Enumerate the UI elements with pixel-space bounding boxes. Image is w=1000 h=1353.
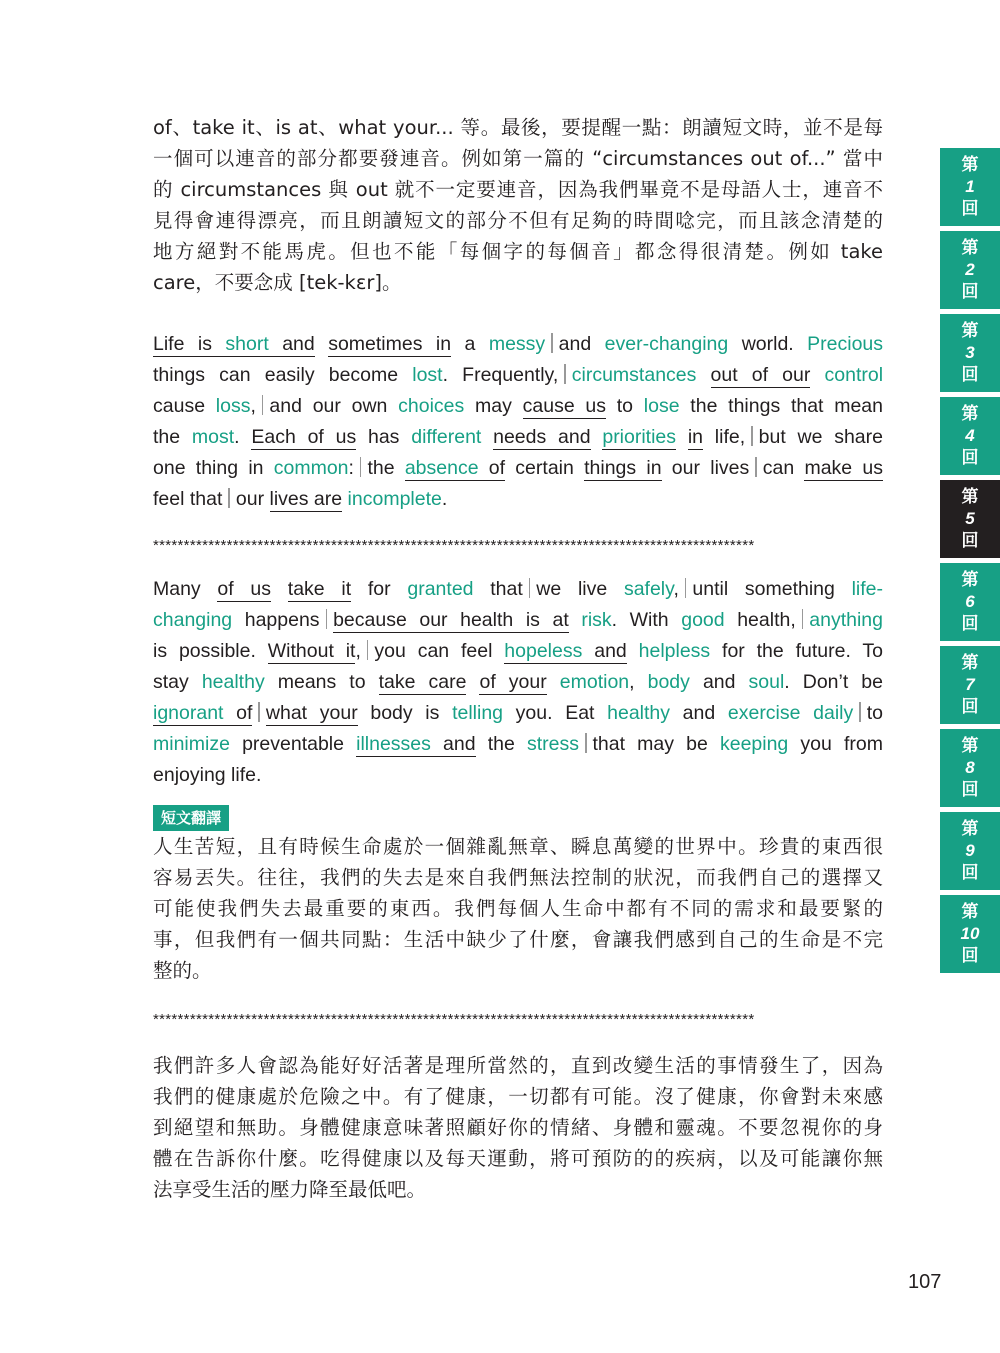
passage-text: that may be [592, 733, 720, 755]
passage-line [153, 574, 883, 605]
text-line: 事，但我們有一個共同點：生活中缺少了什麼，會讓我們感到自己的生命是不完 [153, 928, 883, 951]
passage-text [810, 364, 824, 386]
text-line: 整的。 [153, 959, 212, 982]
pause-mark [802, 609, 804, 629]
linked-words: because our health is at [333, 609, 569, 631]
chapter-tab-num: 3 [965, 343, 975, 362]
linked-stressed-word: ignorant [153, 702, 237, 724]
chapter-tab-num: 9 [965, 841, 975, 860]
chapter-tab-num: 2 [965, 260, 975, 279]
passage-line [153, 422, 883, 453]
chapter-tab-bottom: 回 [961, 946, 979, 966]
passage-text: enjoying life. [153, 764, 262, 786]
linked-words: of [236, 702, 253, 724]
passage-line [153, 729, 883, 760]
linked-words: and [443, 733, 476, 755]
passage-line [153, 667, 883, 698]
linked-words: needs and [493, 426, 591, 448]
stressed-word: stress [526, 733, 579, 755]
text-line: care，不要念成 [tek-kɛr]。 [153, 271, 402, 294]
chapter-tab-10[interactable] [940, 895, 1000, 973]
passage-text: the [367, 457, 405, 479]
passage-text: . [441, 488, 448, 510]
passage-text [591, 426, 603, 448]
stressed-word: Precious [807, 333, 884, 355]
translation-label: 短文翻譯 [153, 805, 229, 831]
pause-mark [360, 457, 362, 477]
chapter-tab-bottom: 回 [961, 697, 979, 717]
linked-words: out of our [710, 364, 811, 386]
linked-stressed-word: priorities [602, 426, 677, 448]
chapter-tab-bottom: 回 [961, 199, 979, 219]
passage-2 [153, 574, 883, 791]
passage-text: to [866, 702, 884, 724]
passage-text: the [475, 733, 527, 755]
text-line: 到絕望和無助。身體健康意味著照顧好你的情緒、身體和靈魂。不要忽視你的身 [153, 1116, 883, 1139]
chapter-tab-7[interactable] [940, 646, 1000, 724]
chapter-tab-4[interactable] [940, 397, 1000, 475]
text-line: 可能使我們失去最重要的東西。我們每個人生命中都有不同的需求和最要緊的 [153, 897, 883, 920]
passage-text: stay [153, 671, 202, 693]
passage-text: that [473, 578, 523, 600]
intro-paragraph [153, 112, 883, 298]
chapter-tab-bottom: 回 [961, 614, 979, 634]
passage-line [153, 329, 883, 360]
stressed-word: choices [398, 395, 465, 417]
passage-text: but we share [758, 426, 883, 448]
pause-mark [755, 457, 757, 477]
linked-words: Life is [153, 333, 226, 355]
passage-text: preventable [229, 733, 357, 755]
passage-text: for the future. To [710, 640, 883, 662]
passage-text: and our own [269, 395, 399, 417]
stressed-word: changing [153, 609, 233, 631]
passage-text: to [606, 395, 644, 417]
chapter-tab-top: 第 [961, 321, 979, 341]
pause-mark [585, 733, 587, 753]
chapter-tab-num: 5 [965, 509, 975, 528]
stressed-word: common [273, 457, 349, 479]
chapter-tab-bottom: 回 [961, 365, 979, 385]
passage-text: . Don’t be [784, 671, 884, 693]
chapter-tab-num: 10 [960, 924, 980, 943]
stressed-word: good [681, 609, 725, 631]
stressed-word: healthy [607, 702, 671, 724]
passage-text: things can easily become [153, 364, 413, 386]
page-number: 107 [908, 1271, 942, 1293]
pause-mark [564, 364, 566, 384]
linked-words: take care [378, 671, 467, 693]
chapter-tab-bottom: 回 [961, 531, 979, 551]
passage-text: we live [536, 578, 624, 600]
passage-line [153, 453, 883, 484]
stressed-word: emotion [559, 671, 630, 693]
linked-words: things in [584, 457, 662, 479]
passage-text: world. [728, 333, 808, 355]
chapter-tab-bottom: 回 [961, 780, 979, 800]
passage-line [153, 391, 883, 422]
pause-mark [529, 578, 531, 598]
passage-text: our [235, 488, 270, 510]
linked-words: what your [265, 702, 358, 724]
pause-mark [258, 702, 260, 722]
passage-text [466, 671, 479, 693]
passage-text: can [762, 457, 805, 479]
stressed-word: messy [488, 333, 546, 355]
passage-text: our lives [661, 457, 750, 479]
passage-text [627, 640, 639, 662]
passage-text: health, [724, 609, 796, 631]
passage-text: certain [505, 457, 585, 479]
pause-mark [751, 426, 753, 446]
chapter-tab-top: 第 [961, 238, 979, 258]
chapter-tab-num: 1 [965, 177, 975, 196]
stressed-word: telling [452, 702, 504, 724]
passage-text [315, 333, 328, 355]
passage-text: body is [357, 702, 453, 724]
stressed-word: healthy [201, 671, 265, 693]
passage-text: and [558, 333, 605, 355]
page-content [153, 112, 883, 1205]
passage-text: , [673, 578, 679, 600]
passage-text: . With [611, 609, 682, 631]
stressed-word: circumstances [571, 364, 711, 386]
passage-text: may [464, 395, 523, 417]
stressed-word: soul [748, 671, 785, 693]
linked-stressed-word: illnesses [356, 733, 444, 755]
stressed-word: helpless [638, 640, 711, 662]
stressed-word: incomplete [347, 488, 442, 510]
passage-text: and [689, 671, 749, 693]
passage-line [153, 605, 883, 636]
stressed-word: granted [407, 578, 474, 600]
chapter-tab-num: 6 [965, 592, 975, 611]
linked-words: Each of us [251, 426, 357, 448]
stressed-word: keeping [719, 733, 789, 755]
chapter-tab-top: 第 [961, 570, 979, 590]
chapter-tab-top: 第 [961, 155, 979, 175]
stressed-word: ever-changing [604, 333, 729, 355]
stressed-word: different [411, 426, 482, 448]
chapter-tab-3[interactable] [940, 314, 1000, 392]
passage-line [153, 760, 883, 791]
text-line: 我們的健康處於危險之中。有了健康，一切都有可能。沒了健康，你會對未來感 [153, 1085, 883, 1108]
passage-text: for [351, 578, 408, 600]
chapter-tab-top: 第 [961, 404, 979, 424]
linked-words: in [687, 426, 703, 448]
text-line: of、take it、is at、what your... 等。最後，要提醒一點：朗讀短文時，並不是每 [153, 116, 883, 139]
chapter-tab-num: 8 [965, 758, 975, 777]
pause-mark [228, 488, 230, 508]
chapter-tab-bottom: 回 [961, 282, 979, 302]
chapter-tab-top: 第 [961, 819, 979, 839]
chapter-tab-top: 第 [961, 653, 979, 673]
text-line: 我們許多人會認為能好好活著是理所當然的，直到改變生活的事情發生了，因為 [153, 1054, 883, 1077]
passage-text: . [234, 426, 252, 448]
passage-text: , [629, 671, 648, 693]
pause-mark [685, 578, 687, 598]
translation-1 [153, 831, 883, 986]
passage-text: happens [232, 609, 320, 631]
text-line: 體在告訴你什麼。吃得健康以及每天運動，將可預防的的疾病，以及可能讓你無 [153, 1147, 883, 1170]
passage-text: you. Eat [503, 702, 608, 724]
text-line: 人生苦短，且有時候生命處於一個雜亂無章、瞬息萬變的世界中。珍貴的東西很 [153, 835, 883, 858]
chapter-tab-num: 4 [965, 426, 975, 445]
passage-text: until something [692, 578, 852, 600]
passage-text: life, [703, 426, 746, 448]
stressed-word: safely [623, 578, 674, 600]
stressed-word: most [191, 426, 235, 448]
passage-line [153, 360, 883, 391]
passage-line [153, 698, 883, 729]
passage-text: feel that [153, 488, 223, 510]
chapter-tab-top: 第 [961, 902, 979, 922]
linked-words: lives are [269, 488, 343, 510]
stressed-word: loss [215, 395, 251, 417]
text-line: 一個可以連音的部分都要發連音。例如第一篇的 “circumstances out of...” 當中 [153, 147, 883, 170]
linked-words: make us [804, 457, 883, 479]
chapter-tab-num: 7 [965, 675, 975, 694]
pause-mark [326, 609, 328, 629]
text-line: 容易丟失。往往，我們的失去是來自我們無法控制的狀況，而我們自己的選擇又 [153, 866, 883, 889]
chapter-tab-6[interactable] [940, 563, 1000, 641]
linked-words: and [594, 640, 627, 662]
passage-line [153, 484, 883, 515]
passage-text: and [670, 702, 728, 724]
linked-words: sometimes in [328, 333, 452, 355]
linked-words: of us [217, 578, 272, 600]
stressed-word: lost [412, 364, 443, 386]
passage-text [676, 426, 688, 448]
chapter-tab-1[interactable] [940, 148, 1000, 226]
chapter-tabs [940, 148, 1000, 978]
passage-text: . Frequently, [442, 364, 559, 386]
passage-1 [153, 329, 883, 515]
chapter-tab-8[interactable] [940, 729, 1000, 807]
stressed-word: control [824, 364, 884, 386]
linked-words: take it [287, 578, 352, 600]
chapter-tab-bottom: 回 [961, 448, 979, 468]
pause-mark [262, 395, 264, 415]
stressed-word: lose [643, 395, 680, 417]
passage-text: one thing in [153, 457, 274, 479]
stressed-word: body [647, 671, 690, 693]
text-line: 地方絕對不能馬虎。但也不能「每個字的每個音」都念得很清楚。例如 take [153, 240, 883, 263]
chapter-tab-5[interactable] [940, 480, 1000, 558]
separator-2: ************************************************************************************************** [153, 1011, 755, 1028]
text-line: 的 circumstances 與 out 就不一定要連音，因為我們畢竟不是母語人士，連音不 [153, 178, 883, 201]
passage-text: : [348, 457, 354, 479]
chapter-tab-top: 第 [961, 736, 979, 756]
passage-text: Many [153, 578, 218, 600]
passage-text [569, 609, 582, 631]
text-line: 見得會連得漂亮，而且朗讀短文的部分不但有足夠的時間唸完，而且該念清楚的 [153, 209, 883, 232]
passage-text [547, 671, 560, 693]
linked-words: and [282, 333, 315, 355]
chapter-tab-top: 第 [961, 487, 979, 507]
passage-text: is possible. [153, 640, 268, 662]
passage-text: a [451, 333, 489, 355]
passage-text: the [153, 426, 192, 448]
pause-mark [367, 640, 369, 660]
passage-text: cause [153, 395, 216, 417]
linked-stressed-word: short [225, 333, 283, 355]
passage-text [481, 426, 493, 448]
chapter-tab-bottom: 回 [961, 863, 979, 883]
passage-line [153, 636, 883, 667]
passage-text: has [356, 426, 412, 448]
linked-words: cause us [522, 395, 607, 417]
translation-2 [153, 1050, 883, 1205]
passage-text: you can feel [374, 640, 505, 662]
passage-text: means to [264, 671, 379, 693]
separator-1: ************************************************************************************************** [153, 537, 755, 554]
stressed-word: life- [851, 578, 884, 600]
stressed-word: minimize [153, 733, 230, 755]
passage-text: , [355, 640, 361, 662]
linked-words: of [488, 457, 506, 479]
linked-stressed-word: absence [404, 457, 489, 479]
pause-mark [859, 702, 861, 722]
passage-text: you from [788, 733, 883, 755]
chapter-tab-9[interactable] [940, 812, 1000, 890]
linked-words: of your [479, 671, 547, 693]
text-line: 法享受生活的壓力降至最低吧。 [153, 1178, 427, 1201]
passage-text: , [250, 395, 256, 417]
passage-text: the things that mean [679, 395, 884, 417]
stressed-word: anything [809, 609, 883, 631]
stressed-word: risk [581, 609, 612, 631]
linked-stressed-word: hopeless [504, 640, 595, 662]
stressed-word: exercise daily [727, 702, 854, 724]
chapter-tab-2[interactable] [940, 231, 1000, 309]
passage-text [271, 578, 288, 600]
linked-words: Without it [267, 640, 356, 662]
pause-mark [551, 333, 553, 353]
